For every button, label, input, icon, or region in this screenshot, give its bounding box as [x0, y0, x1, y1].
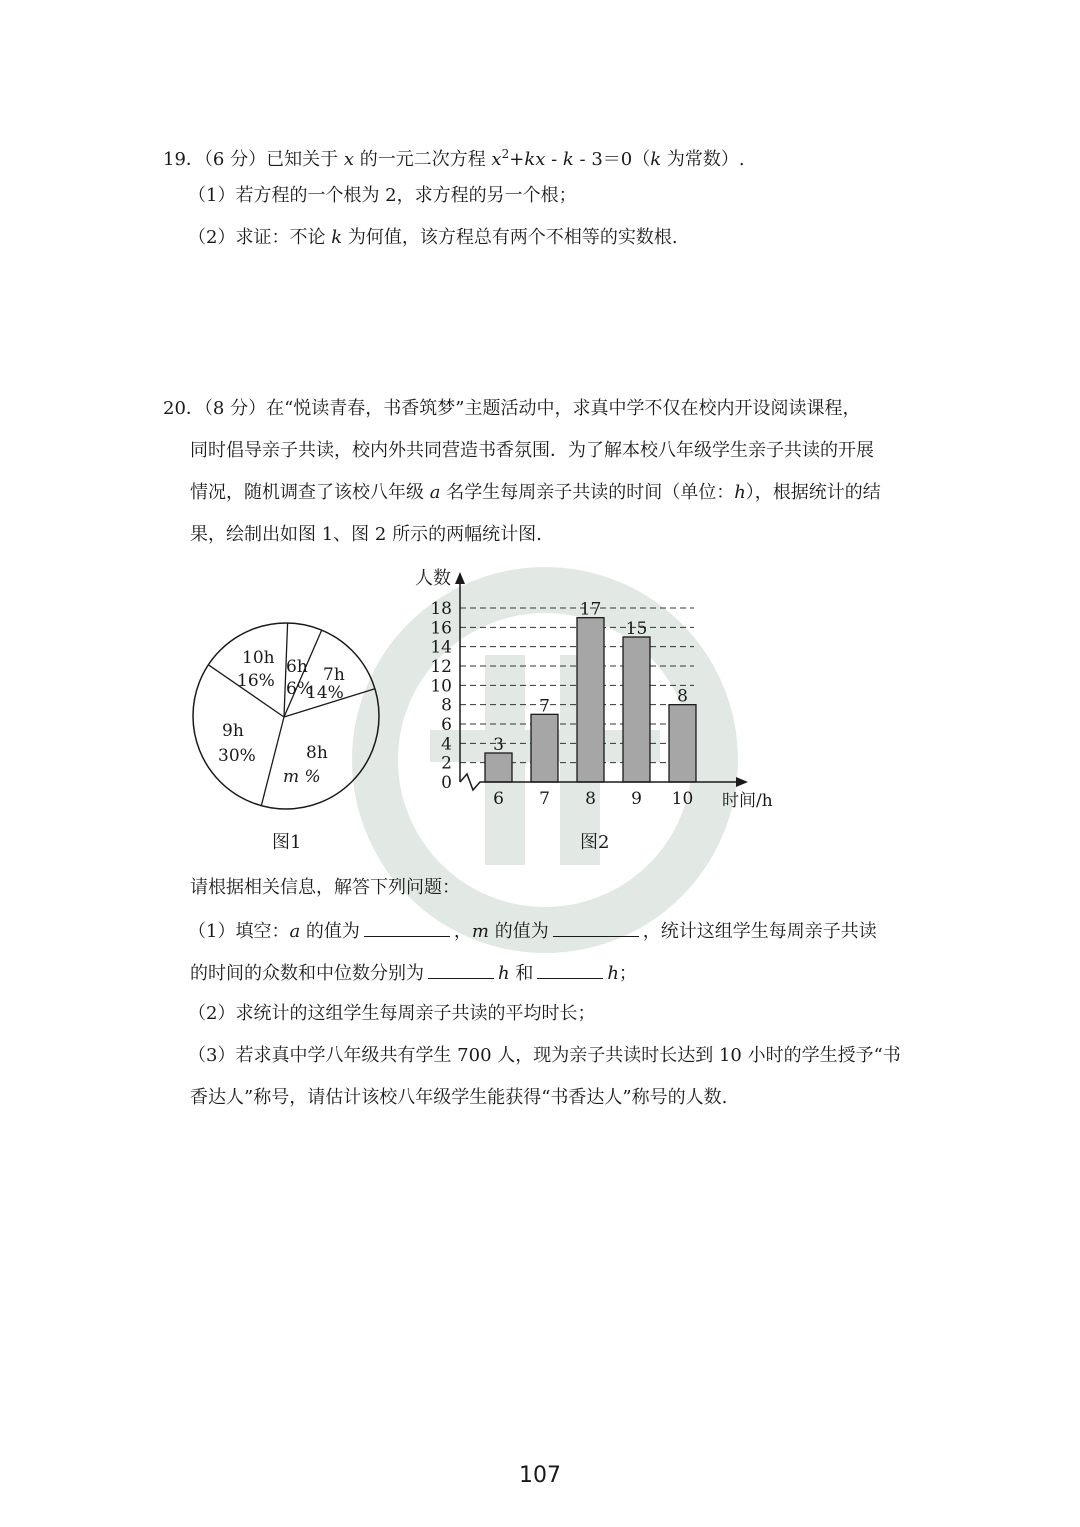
figure2-caption: 图2 — [580, 832, 610, 853]
y-tick-label-12: 12 — [430, 657, 452, 677]
answer-blank-a[interactable] — [364, 918, 450, 937]
q20-sub3-line2: 香达人”称号，请估计该校八年级学生能获得“书香达人”称号的人数. — [190, 1087, 728, 1108]
bar-7 — [531, 714, 558, 782]
pie-label-8h-pct: m % — [283, 767, 321, 787]
y-tick-label-6: 6 — [441, 715, 452, 735]
pie-label-9h: 9h — [222, 721, 244, 741]
pie-chart — [193, 623, 379, 853]
x-tick-label-6: 6 — [493, 789, 504, 809]
y-tick-label-14: 14 — [430, 637, 452, 658]
pie-label-9h-pct: 30% — [218, 746, 256, 766]
pie-label-7h-pct: 14% — [306, 683, 344, 703]
x-tick-label-8: 8 — [585, 789, 596, 809]
y-tick-label-2: 2 — [441, 753, 452, 774]
y-tick-label-0: 0 — [441, 773, 452, 793]
page-number: 107 — [519, 1463, 561, 1488]
y-tick-label-16: 16 — [430, 618, 452, 639]
pie-label-10h-pct: 16% — [237, 671, 275, 691]
y-axis-label: 人数 — [415, 568, 451, 589]
q20-sub1-cont: 的时间的众数和中位数分别为 h 和 h； — [190, 960, 637, 986]
q20-line2: 同时倡导亲子共读，校内外共同营造书香氛围．为了解本校八年级学生亲子共读的开展 — [190, 440, 874, 461]
y-axis-arrow — [455, 572, 465, 584]
figure1-caption: 图1 — [272, 832, 302, 853]
y-tick-label-4: 4 — [441, 734, 452, 755]
q20-prompt: 请根据相关信息，解答下列问题： — [190, 877, 460, 898]
bar-10 — [669, 705, 696, 782]
q19-part2: （2）求证：不论 k 为何值，该方程总有两个不相等的实数根. — [188, 227, 678, 248]
pie-divider-9h — [261, 717, 284, 806]
q20-sub3-line1: （3）若求真中学八年级共有学生 700 人，现为亲子共读时长达到 10 小时的学生授予“书 — [188, 1045, 901, 1066]
pie-label-8h: 8h — [306, 743, 328, 763]
bar-8 — [577, 618, 604, 782]
x-axis-arrow — [736, 777, 748, 787]
q20-sub2: （2）求统计的这组学生每周亲子共读的平均时长； — [188, 1003, 596, 1024]
bar-9 — [623, 637, 650, 782]
q19-stem: 19．（6 分）已知关于 x 的一元二次方程 $x^2+kx - k - 3=0(k$ 为常数）. — [163, 147, 745, 170]
x-tick-label-9: 9 — [631, 789, 642, 809]
bar-value-label-9: 15 — [625, 619, 648, 639]
pie-label-6h-pct: 6% — [286, 679, 313, 699]
bar-chart — [415, 568, 773, 853]
bar-value-label-8: 17 — [579, 599, 602, 620]
figures — [180, 560, 800, 870]
bar-6 — [485, 753, 512, 782]
pie-label-7h: 7h — [323, 665, 345, 685]
answer-blank-median[interactable] — [537, 960, 603, 979]
bar-value-label-10: 8 — [677, 686, 688, 707]
x-axis-label: 时间/h — [722, 791, 773, 811]
q19-part1: （1）若方程的一个根为 2，求方程的另一个根； — [188, 185, 577, 206]
y-tick-label-10: 10 — [430, 676, 452, 697]
q20-line1: 20．（8 分）在“悦读青春，书香筑梦”主题活动中，求真中学不仅在校内开设阅读课程， — [163, 398, 861, 419]
pie-label-10h: 10h — [242, 648, 275, 668]
answer-blank-mode[interactable] — [428, 960, 494, 979]
bar-value-label-7: 7 — [539, 696, 550, 717]
q20-sub1: （1）填空：a 的值为 ，m 的值为 ，统计这组学生每周亲子共读 — [188, 918, 877, 944]
x-tick-label-7: 7 — [539, 789, 550, 809]
q20-line3: 情况，随机调查了该校八年级 a 名学生每周亲子共读的时间（单位：h），根据统计的结 — [190, 482, 881, 503]
y-tick-label-8: 8 — [441, 695, 452, 716]
y-tick-label-18: 18 — [430, 599, 452, 619]
answer-blank-m[interactable] — [553, 918, 639, 937]
bar-value-label-6: 3 — [493, 735, 504, 755]
q20-line4: 果，绘制出如图 1、图 2 所示的两幅统计图. — [190, 524, 542, 545]
x-tick-label-10: 10 — [671, 789, 694, 809]
pie-label-6h: 6h — [286, 657, 308, 677]
